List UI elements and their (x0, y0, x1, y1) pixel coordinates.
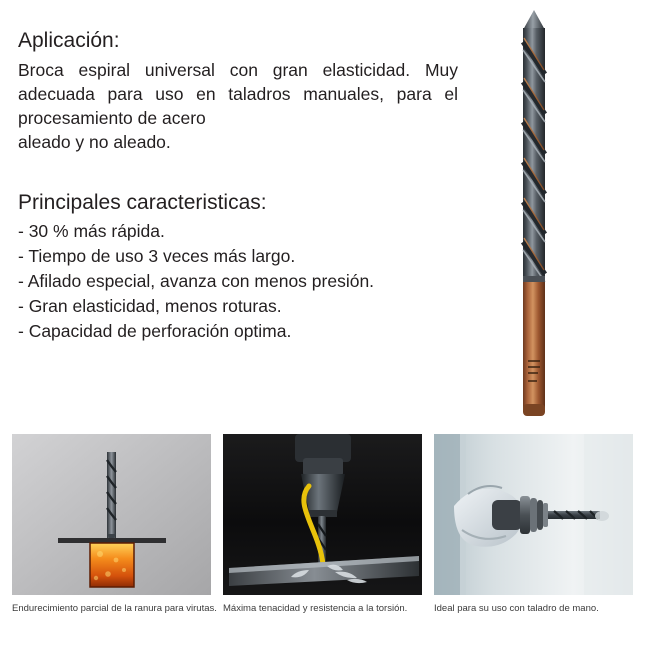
list-item: - Tiempo de uso 3 veces más largo. (18, 246, 296, 266)
drill-bit-illustration (515, 8, 553, 420)
gallery-caption: Ideal para su uso con taladro de mano. (434, 603, 599, 614)
gallery-item (434, 434, 633, 615)
list-item: - Gran elasticidad, menos roturas. (18, 296, 282, 316)
gallery-item (223, 434, 422, 615)
photo-hand-drill-use (434, 434, 633, 595)
application-heading: Aplicación: (18, 29, 120, 52)
list-item: - 30 % más rápida. (18, 221, 165, 241)
features-list (18, 219, 473, 344)
photo-hardened-flute (12, 434, 211, 595)
application-description (18, 58, 458, 154)
section-spacer (18, 154, 473, 190)
photo-hand-drill-use-graphic (434, 434, 633, 595)
gallery-caption: Máxima tenacidad y resistencia a la torsión. (223, 603, 408, 614)
application-line-2: Muy adecuada para uso en taladros (18, 60, 458, 104)
image-gallery (12, 434, 633, 615)
product-image-container (489, 8, 579, 420)
features-heading: Principales caracteristicas: (18, 191, 267, 214)
product-description-panel (18, 28, 473, 344)
photo-hardened-flute-graphic (12, 434, 211, 595)
gallery-caption: Endurecimiento parcial de la ranura para virutas. (12, 603, 217, 614)
application-line-1: Broca espiral universal con gran elasticidad. (18, 60, 411, 80)
photo-toughness-torsion (223, 434, 422, 595)
photo-toughness-torsion-graphic (223, 434, 422, 595)
application-line-3: manuales, para el procesamiento de acero (18, 84, 458, 128)
application-line-4: aleado y no aleado. (18, 132, 171, 152)
list-item: - Capacidad de perforación optima. (18, 321, 292, 341)
list-item: - Afilado especial, avanza con menos presión. (18, 271, 375, 291)
gallery-item (12, 434, 217, 615)
